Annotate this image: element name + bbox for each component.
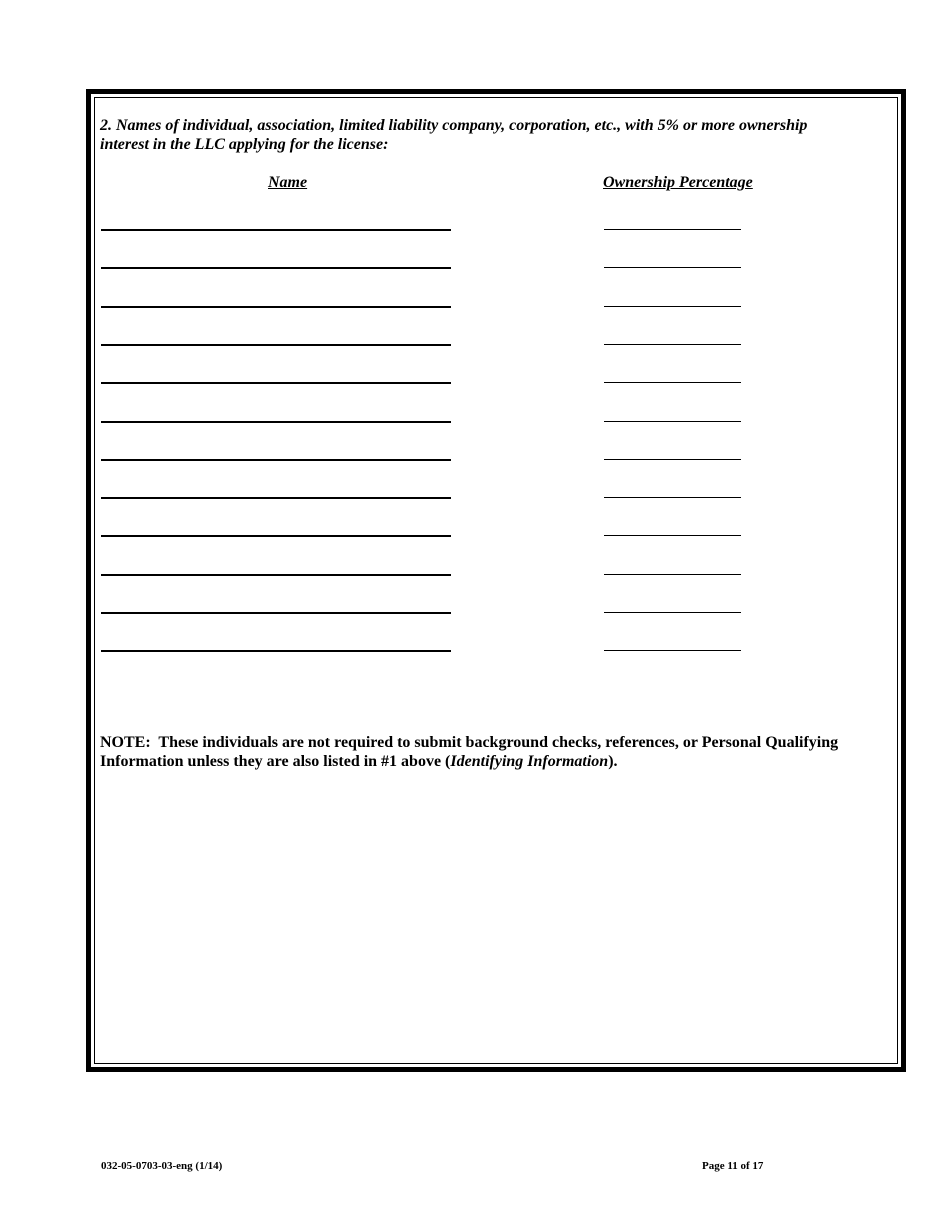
name-entry-line[interactable] [101,497,451,499]
ownership-percentage-entry-line[interactable] [604,574,741,575]
name-entry-line[interactable] [101,267,451,269]
ownership-percentage-entry-line[interactable] [604,421,741,422]
note-text-end: ). [608,753,618,770]
ownership-percentage-entry-line[interactable] [604,612,741,613]
ownership-percentage-entry-line[interactable] [604,344,741,345]
ownership-percentage-entry-line[interactable] [604,267,741,268]
name-entry-line[interactable] [101,306,451,308]
ownership-percentage-entry-line[interactable] [604,497,741,498]
name-entry-line[interactable] [101,574,451,576]
note-label: NOTE: [100,734,151,751]
name-column-header: Name [268,174,308,191]
note-text: These individuals are not required to submit background checks, references, or Personal Qualifying Information unless they are also listed in #1 above ( [100,734,839,770]
name-entry-line[interactable] [101,535,451,537]
name-entry-line[interactable] [101,229,451,231]
name-entry-line[interactable] [101,344,451,346]
ownership-percentage-entry-line[interactable] [604,650,741,651]
ownership-percentage-entry-line[interactable] [604,459,741,460]
question-text: 2. Names of individual, association, limited liability company, corporation, etc., with 5% or more ownership interest in the LLC applying for the license: [100,117,808,153]
form-inner-border [94,97,898,1064]
note-paragraph [100,733,860,771]
name-entry-line[interactable] [101,650,451,652]
ownership-percentage-entry-line[interactable] [604,382,741,383]
ownership-percentage-entry-line[interactable] [604,229,741,230]
ownership-percentage-entry-line[interactable] [604,535,741,536]
note-italic-reference: Identifying Information [450,753,609,770]
name-entry-line[interactable] [101,612,451,614]
name-entry-line[interactable] [101,421,451,423]
form-number: 032-05-0703-03-eng (1/14) [101,1160,223,1172]
page-number: Page 11 of 17 [702,1160,764,1172]
ownership-percentage-entry-line[interactable] [604,306,741,307]
ownership-percentage-column-header: Ownership Percentage [603,174,753,191]
name-entry-line[interactable] [101,459,451,461]
form-border [86,89,906,1072]
name-entry-line[interactable] [101,382,451,384]
